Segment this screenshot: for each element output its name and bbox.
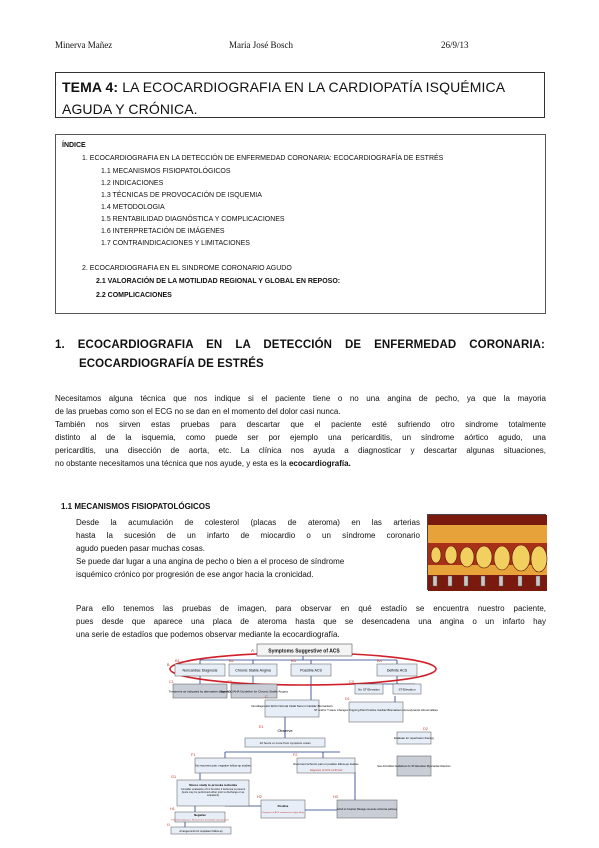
flow-i1: Arrangements for outpatient follow-up [179, 830, 223, 833]
flow-label: H2 [257, 795, 262, 799]
flow-h1: Negative [194, 813, 206, 817]
title-text: LA ECOCARDIOGRAFIA EN LA CARDIOPATÍA ISQUÉMICA AGUDA Y CRÓNICA. [62, 79, 505, 117]
flow-c4b: ST-Elevation [398, 687, 416, 692]
index-label: ÍNDICE [62, 142, 86, 149]
flow-label: B [167, 663, 170, 667]
flow-g2: Consider evaluation of LV function if ischemia is present (tests may be performed either prior to discharge or as outpatient) [180, 788, 246, 798]
acs-flowchart [165, 640, 451, 834]
index-item: 1.3 TÉCNICAS DE PROVOCACIÓN DE ISQUEMIA [101, 192, 262, 199]
text-line: hasta la sucesión de un infarto de miocardio o un síndrome coronario [76, 531, 420, 540]
text-line: Para ello tenemos las pruebas de imagen, para observar en qué estadío se encuentra nuestro paciente, [76, 604, 546, 613]
text-line: También nos sirven estas pruebas para descartar que el paciente esté sufriendo otro sindrome totalmente [55, 420, 546, 429]
flow-e1: Observe [277, 728, 293, 733]
flow-label: C3 [349, 680, 354, 684]
header-author1: Minerva Mañez [55, 40, 113, 50]
paragraph-mechanisms [76, 516, 420, 581]
index-item: 2.1 VALORACIÓN DE LA MOTILIDAD REGIONAL Y GLOBAL EN REPOSO: [96, 278, 341, 285]
paragraph-intro [55, 392, 546, 470]
bold-term: ecocardiografía. [288, 459, 351, 468]
text-span: no obstante necesitamos una técnica que nos ayude, y esta es la [55, 459, 287, 468]
index-item: 1.6 INTERPRETACIÓN DE IMÁGENES [101, 228, 225, 235]
flow-label: D2 [423, 727, 428, 731]
flow-label: D1 [345, 697, 350, 701]
flow-label: H3 [333, 795, 338, 799]
flow-label: C2 [227, 680, 232, 684]
flow-c3: Nondiagnostic ECG Normal Initial Serum Cardiac Biomarkers [251, 704, 333, 708]
flow-b4: Definite ACS [386, 668, 408, 673]
index-item: 1. ECOCARDIOGRAFIA EN LA DETECCIÓN DE ENFERMEDAD CORONARIA: ECOCARDIOGRAFÍA DE ESTRÉS [82, 155, 444, 162]
flow-label: E1 [259, 725, 264, 729]
flow-d3: See ACC/AHA Guidelines for ST-Elevation Myocardial Infarction [377, 765, 451, 768]
text-line: una serie de estadíos que podemos observar mediante la ecocardiografía. [76, 630, 340, 639]
index-item: 2. ECOCARDIOGRAFIA EN EL SINDROME CORONARIO AGUDO [82, 265, 292, 272]
text-line: de las pruebas como son el ECG no se dan en el momento del dolor casi nunca. [55, 407, 341, 416]
flow-label: H1 [170, 807, 175, 811]
flow-d2: Evaluate for reperfusion therapy [394, 736, 434, 740]
section-title-line2: ECOCARDIOGRAFÍA DE ESTRÉS [79, 358, 264, 370]
text-line [55, 457, 546, 470]
text-line: Se puede dar lugar a una angina de pecho o bien a el proceso de síndrome [76, 557, 345, 566]
index-item: 2.2 COMPLICACIONES [96, 292, 172, 299]
subsection-title: 1.1 MECANISMOS FISIOPATOLÓGICOS [61, 502, 211, 511]
flow-h3: Admit to hospital; Manage via acute ischemia pathway [336, 808, 398, 811]
flow-label: F2 [293, 753, 298, 757]
flow-b1: Noncardiac Diagnosis [182, 668, 218, 673]
text-line: agudo pueden pasar muchas cosas. [76, 544, 205, 553]
text-line: distinto al de la isquemia, como puede ser por ejemplo una pericarditis, un síndrome aórtico agudo, una [55, 433, 546, 442]
flow-d1: ST and/or T wave Changes Ongoing Pain Positive Cardiac Biomarkers Hemodynamic Abnormalities [314, 708, 438, 712]
header-author2: María José Bosch [229, 40, 293, 50]
flow-b2: Chronic Stable Angina [235, 668, 271, 673]
flow-h2b: Diagnosis of ACS confirmed or highly likely [262, 812, 304, 814]
text-line: pues desde que aparece una placa de ateroma hasta que se desencadena una angina o un infarto hay [76, 617, 546, 626]
page-title [55, 72, 545, 118]
flow-label: B2 [229, 658, 234, 663]
flow-c1: Treatment as indicated by alternative diagnosis [168, 689, 232, 694]
flow-label: A [251, 648, 255, 653]
flow-c4a: No ST-Elevation [358, 687, 380, 692]
title-tema: TEMA 4: [62, 79, 119, 95]
flow-f3: Diagnosis of ACS confirmed [309, 769, 343, 772]
flow-e2: 12 hours or more from symptom onset [259, 741, 311, 745]
flow-label: G1 [171, 775, 177, 779]
flow-label: I1 [167, 823, 171, 827]
flow-c2: See ACC/AHA Guideline for Chronic Stable Angina [220, 689, 288, 694]
flow-label: C [265, 695, 268, 699]
paragraph-imaging [76, 602, 546, 641]
flow-label: B1 [175, 658, 180, 663]
index-item: 1.2 INDICACIONES [101, 180, 164, 187]
flow-f2: Recurrent ischemic pain or positive follow-up studies [293, 762, 359, 766]
flow-label: B3 [291, 658, 296, 663]
flow-h2: Positive [277, 804, 289, 808]
index-item: 1.1 MECANISMOS FISIOPATOLÓGICOS [101, 168, 231, 175]
index-item: 1.5 RENTABILIDAD DIAGNÓSTICA Y COMPLICACIONES [101, 216, 285, 223]
flow-top: Symptoms Suggestive of ACS [268, 648, 340, 655]
text-line: isquémico crónico por progresión de ese angor hacia la cronicidad. [76, 570, 314, 579]
section-title-line1: 1. ECOCARDIOGRAFIA EN LA DETECCIÓN DE ENFERMEDAD CORONARIA: [55, 339, 545, 351]
index-item: 1.7 CONTRAINDICACIONES Y LIMITACIONES [101, 240, 250, 247]
text-line: Necesitamos alguna técnica que nos indique si el paciente tiene o no una angina de pecho, ya que la mayoria [55, 394, 546, 403]
flow-g1: Stress study to provoke ischemia [189, 783, 237, 787]
flow-f1: No recurrent pain; negative follow-up studies [195, 763, 251, 768]
flow-b3: Possible ACS [300, 668, 322, 673]
index-item: 1.4 METODOLOGIA [101, 204, 165, 211]
text-line: pericarditis, una disección de aorta, etc. La clínica nos ayuda a diagnosticar y descartar algunas situaciones, [55, 446, 546, 455]
flow-h1b: Potential Diagnoses: Nonischemic discomfort; low-risk ACS [171, 819, 229, 822]
section-title [55, 336, 545, 374]
flow-label: B4 [377, 658, 382, 663]
text-line: Desde la acumulación de colesterol (placas de ateroma) en las arterias [76, 518, 420, 527]
flow-label: F1 [191, 753, 196, 757]
header-date: 26/9/13 [441, 40, 469, 50]
atheroma-progression-image [427, 514, 546, 590]
flow-label: C1 [169, 680, 174, 684]
